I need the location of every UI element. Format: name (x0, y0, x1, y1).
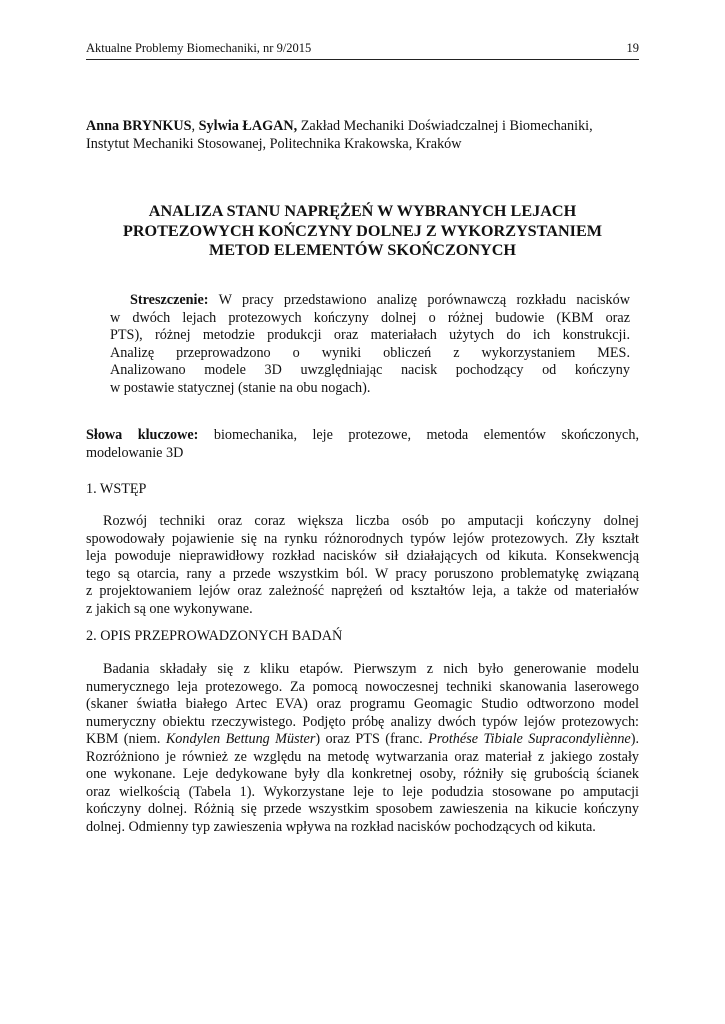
section-paragraph (86, 513, 639, 618)
paragraph-line: Rozwój techniki oraz coraz większa liczba osób po amputacji kończyny dolnej (103, 513, 639, 529)
paragraph-line: spowodowały pojawienie się na rynku różnorodnych typów lejów protezowych. Zły kształt (86, 530, 639, 547)
text-run: KBM (niem. (86, 731, 166, 748)
author-separator: , (191, 118, 199, 134)
section-heading: 1. WSTĘP (86, 481, 147, 497)
abstract-text: Analizowano modele 3D uwzględniając nacisk pochodzący od kończyny (110, 362, 630, 379)
paragraph-line: one wykonane. Leje dedykowane były dla konkretnej osoby, różniły się grubością ścianek (86, 766, 639, 783)
abstract-text: W pracy przedstawiono analizę porównawczą rozkładu nacisków (208, 292, 630, 308)
paragraph-line: Rozróżniono je również ze względu na metodę wytwarzania oraz materiał z jakiego zostały (86, 748, 639, 765)
author-block (86, 118, 639, 153)
keywords (86, 427, 639, 462)
title-line: METOD ELEMENTÓW SKOŃCZONYCH (208, 241, 516, 259)
running-header (86, 41, 639, 60)
title-line: ANALIZA STANU NAPRĘŻEŃ W WYBRANYCH LEJACH (148, 202, 577, 220)
affiliation: Instytut Mechaniki Stosowanej, Politechnika Krakowska, Kraków (86, 135, 462, 152)
title-line: PROTEZOWYCH KOŃCZYNY DOLNEJ Z WYKORZYSTANIEM (122, 221, 603, 240)
keywords-label: Słowa kluczowe: (86, 427, 199, 443)
author-name: Sylwia ŁAGAN, (198, 118, 298, 134)
author-name: Anna BRYNKUS (86, 118, 192, 134)
text-run: ). (630, 731, 640, 748)
paragraph-line: (skaner światła białego Artec EVA) oraz programu Geomagic Studio odtworzono model (86, 696, 639, 713)
abstract-label: Streszczenie: (130, 292, 209, 308)
paper-title (86, 202, 639, 261)
paragraph-line: oraz wielkością (Tabela 1). Wykorzystane leje to leje podudzia stosowane po amputacji (86, 783, 639, 800)
journal-name: Aktualne Problemy Biomechaniki, nr 9/2015 (86, 41, 312, 55)
paragraph-line: numerycznego leja protezowego. Za pomocą nowoczesnej techniki skanowania laserowego (86, 678, 639, 695)
paragraph-line: z jakich są one wykonywane. (86, 600, 253, 617)
paragraph-line: tego są otarcia, rany a przede wszystkim ból. W pracy poruszono problematykę związaną (86, 565, 639, 582)
abstract-text: w dwóch lejach protezowych kończyny dolnej o różnej budowie (KBM oraz (110, 309, 630, 326)
paragraph-line: dolnej. Odmienny typ zawieszenia wpływa na rozkład nacisków pochodzących od kikuta. (86, 818, 596, 835)
page-number: 19 (626, 41, 639, 55)
paragraph-line: Badania składały się z kliku etapów. Pierwszym z nich było generowanie modelu (103, 661, 639, 677)
paragraph-line: leja powoduje nieprawidłowy rozkład nacisków sił działających od kikuta. Konsekwencją (86, 548, 639, 565)
text-run: ) oraz PTS (franc. (315, 731, 429, 748)
paragraph-line: kończyny dolnej. Różnią się przede wszystkim sposobem zawieszenia na kikucie kończyny (86, 801, 639, 818)
italic-term: Kondylen Bettung Müster (165, 731, 316, 748)
abstract (110, 292, 630, 398)
abstract-text: Analizę przeprowadzono o wyniki obliczeń z wykorzystaniem MES. (110, 344, 630, 361)
abstract-text: PTS), różnej metodzie produkcji oraz materiałach użytych do ich konstrukcji. (110, 327, 630, 344)
paragraph-line (86, 731, 639, 749)
paragraph-line: numeryczny obiektu rzeczywistego. Podjęto próbę analizy dwóch typów lejów protezowych: (86, 713, 639, 730)
keywords-text: biomechanika, leje protezowe, metoda elementów skończonych, (198, 427, 639, 443)
italic-term: Prothése Tibiale Supracondyliènne (428, 731, 631, 748)
keywords-text: modelowanie 3D (86, 444, 184, 461)
affiliation: Zakład Mechaniki Doświadczalnej i Biomechaniki, (297, 118, 593, 134)
paragraph-line: z projektowaniem lejów oraz zależność naprężeń od kształtów leja, a także od materiałów (86, 583, 639, 600)
section-heading: 2. OPIS PRZEPROWADZONYCH BADAŃ (86, 628, 343, 644)
abstract-text: w postawie statycznej (stanie na obu nogach). (110, 379, 371, 396)
section-paragraph (86, 661, 639, 836)
